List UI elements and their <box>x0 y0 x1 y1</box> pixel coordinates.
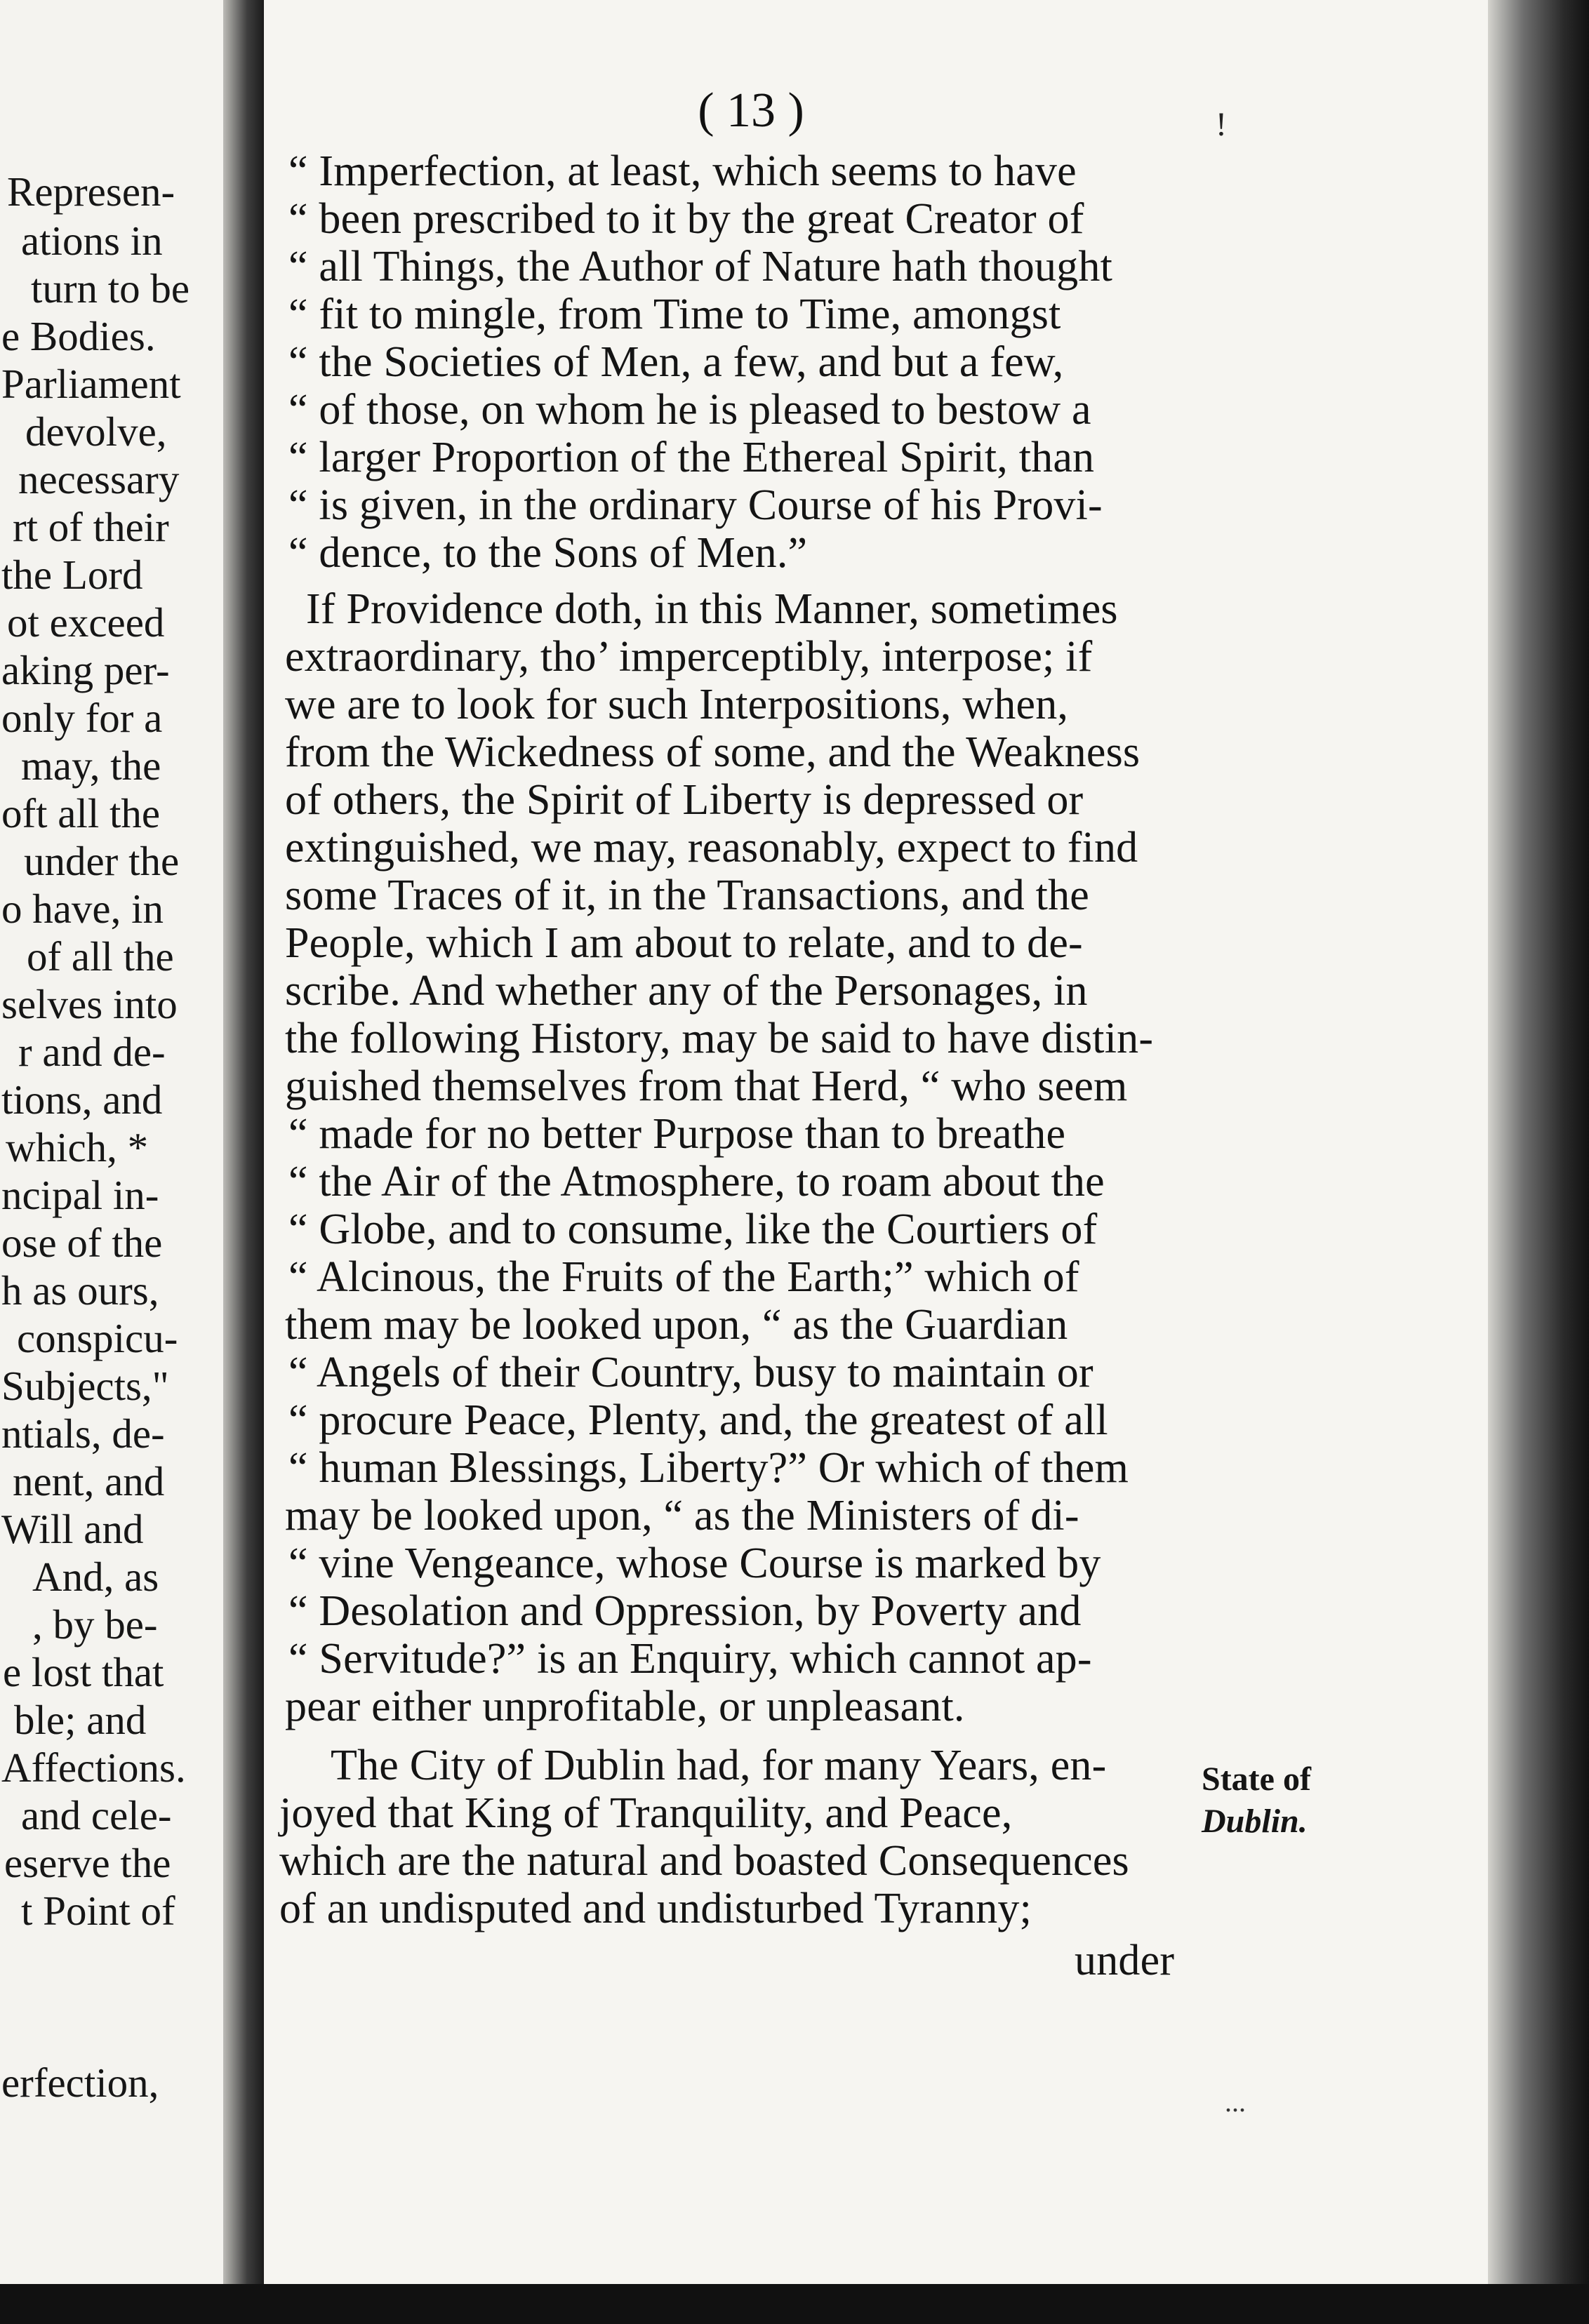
left-fragment: necessary <box>18 456 180 502</box>
left-fragment: rt of their <box>13 504 169 550</box>
left-fragment: e Bodies. <box>1 313 156 359</box>
left-fragment: r and de- <box>18 1029 166 1075</box>
text-line: them may be looked upon, “ as the Guardian <box>285 1301 1068 1349</box>
margin-note: Dublin. <box>1202 1803 1308 1840</box>
text-line: some Traces of it, in the Transactions, and the <box>285 872 1089 919</box>
text-line: People, which I am about to relate, and to de- <box>285 919 1083 967</box>
text-line: “ Imperfection, at least, which seems to have <box>288 147 1077 195</box>
text-line: scribe. And whether any of the Personages, in <box>285 967 1088 1015</box>
left-fragment: devolve, <box>25 408 167 455</box>
text-line: “ the Air of the Atmosphere, to roam about the <box>288 1158 1105 1206</box>
text-line: extinguished, we may, reasonably, expect to find <box>285 824 1138 872</box>
text-line: of an undisputed and undisturbed Tyranny; <box>279 1885 1032 1932</box>
text-line: “ larger Proportion of the Ethereal Spirit, than <box>288 434 1095 481</box>
left-fragment: may, the <box>21 742 161 789</box>
right-page <box>264 0 1501 2324</box>
text-line: “ procure Peace, Plenty, and, the greatest of all <box>288 1396 1108 1444</box>
text-line: “ the Societies of Men, a few, and but a few, <box>288 338 1064 386</box>
left-fragment: t Point of <box>21 1888 175 1934</box>
left-fragment: aking per- <box>1 647 170 693</box>
left-fragment: the Lord <box>1 552 143 598</box>
text-line: “ all Things, the Author of Nature hath thought <box>288 243 1112 290</box>
text-line: pear either unprofitable, or unpleasant. <box>285 1683 965 1730</box>
text-line: “ Alcinous, the Fruits of the Earth;” which of <box>288 1253 1079 1301</box>
left-fragment: of all the <box>27 933 174 980</box>
left-fragment: Subjects," <box>1 1363 169 1409</box>
left-fragment: erfection, <box>1 2059 159 2106</box>
text-line: from the Wickedness of some, and the Weakness <box>285 728 1141 776</box>
left-fragment: Represen- <box>7 168 175 215</box>
text-line: “ vine Vengeance, whose Course is marked by <box>288 1540 1101 1587</box>
left-fragment: ose of the <box>1 1220 163 1266</box>
text-line: “ Desolation and Oppression, by Poverty and <box>288 1587 1082 1635</box>
left-fragment: And, as <box>32 1554 159 1600</box>
text-line: we are to look for such Interpositions, when, <box>285 681 1069 728</box>
text-line: the following History, may be said to have distin- <box>285 1015 1154 1062</box>
left-page <box>0 0 232 2324</box>
text-line: “ dence, to the Sons of Men.” <box>288 529 808 577</box>
text-line: extraordinary, tho’ imperceptibly, interpose; if <box>285 633 1093 681</box>
left-fragment: h as ours, <box>1 1267 159 1314</box>
left-fragment: o have, in <box>1 886 164 932</box>
text-line: “ human Blessings, Liberty?” Or which of them <box>288 1444 1129 1492</box>
text-line: guished themselves from that Herd, “ who seem <box>285 1062 1128 1110</box>
text-line: may be looked upon, “ as the Ministers of di- <box>285 1492 1079 1540</box>
text-line: joyed that King of Tranquility, and Peace, <box>279 1789 1013 1837</box>
book-gutter-left <box>223 0 267 2324</box>
text-line: which are the natural and boasted Consequences <box>279 1837 1129 1885</box>
left-fragment: nent, and <box>13 1458 165 1504</box>
text-line: “ made for no better Purpose than to breathe <box>288 1110 1066 1158</box>
text-line: “ Servitude?” is an Enquiry, which cannot ap- <box>288 1635 1092 1683</box>
left-fragment: turn to be <box>31 265 190 312</box>
left-fragment: only for a <box>1 695 163 741</box>
page-number: ( 13 ) <box>698 84 804 138</box>
left-fragment: Parliament <box>1 361 181 407</box>
left-fragment: conspicu- <box>17 1315 178 1361</box>
text-line: “ Angels of their Country, busy to maintain or <box>288 1349 1093 1396</box>
text-line: “ is given, in the ordinary Course of his Provi- <box>288 481 1103 529</box>
bottom-mark: ... <box>1225 2086 1246 2118</box>
text-line: of others, the Spirit of Liberty is depressed or <box>285 776 1084 824</box>
left-fragment: ncipal in- <box>1 1172 159 1218</box>
left-fragment: ot exceed <box>7 599 165 646</box>
left-fragment: and cele- <box>21 1792 172 1838</box>
book-edge-right <box>1488 0 1589 2324</box>
left-fragment: ations in <box>21 218 163 264</box>
left-fragment: ble; and <box>14 1697 147 1743</box>
left-fragment: oft all the <box>1 790 161 836</box>
text-line: “ fit to mingle, from Time to Time, amongst <box>288 290 1061 338</box>
text-line: “ of those, on whom he is pleased to bestow a <box>288 386 1091 434</box>
left-fragment: eserve the <box>4 1840 171 1886</box>
text-line: “ been prescribed to it by the great Creator of <box>288 195 1084 243</box>
margin-note: State of <box>1202 1761 1311 1798</box>
catchword: under <box>1075 1937 1175 1984</box>
text-line: “ Globe, and to consume, like the Courtiers of <box>288 1206 1098 1253</box>
left-fragment: e lost that <box>3 1649 164 1695</box>
scan-border-bottom <box>0 2284 1589 2324</box>
text-line: The City of Dublin had, for many Years, en- <box>331 1742 1107 1789</box>
left-fragment: which, * <box>6 1124 149 1170</box>
left-fragment: ntials, de- <box>1 1410 165 1457</box>
text-line: If Providence doth, in this Manner, sometimes <box>306 585 1118 633</box>
corner-mark: ! <box>1216 106 1227 143</box>
left-fragment: selves into <box>1 981 178 1027</box>
left-fragment: , by be- <box>32 1601 158 1648</box>
left-fragment: Affections. <box>1 1744 186 1791</box>
left-fragment: tions, and <box>1 1076 163 1123</box>
left-fragment: under the <box>24 838 180 884</box>
left-fragment: Will and <box>1 1506 144 1552</box>
